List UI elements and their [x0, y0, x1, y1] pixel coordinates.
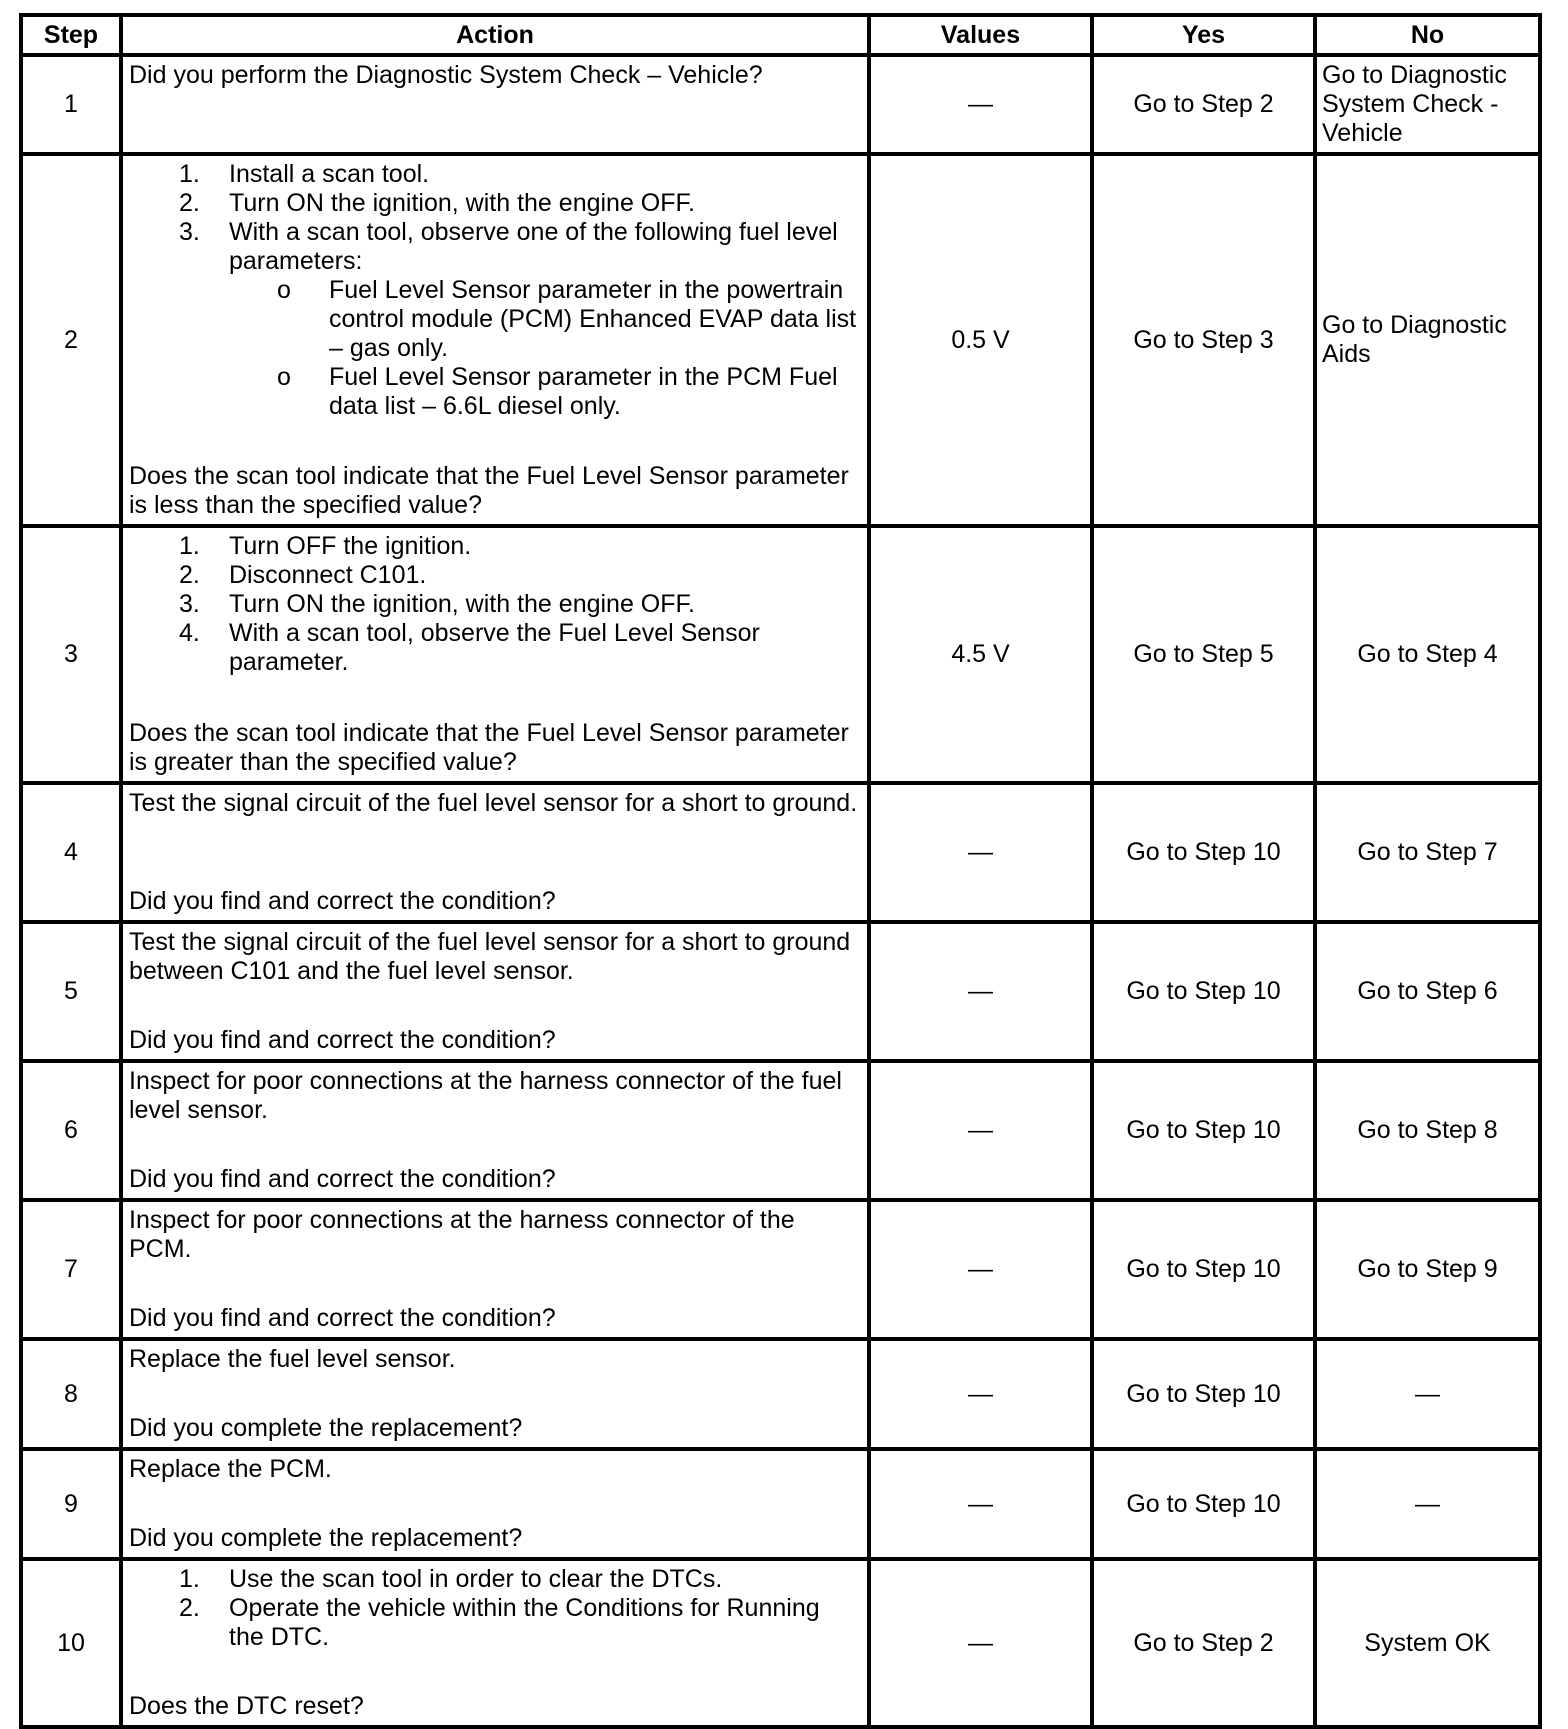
action-question: Did you find and correct the condition?	[129, 1165, 556, 1193]
no-cell: —	[1315, 1449, 1540, 1559]
value-cell: —	[869, 783, 1092, 922]
step-number: 10	[21, 1559, 121, 1727]
yes-cell: Go to Step 10	[1092, 1339, 1315, 1449]
action-instruction: Replace the PCM.	[129, 1455, 332, 1483]
value-cell: —	[869, 55, 1092, 154]
step-number: 7	[21, 1200, 121, 1339]
header-yes: Yes	[1092, 15, 1315, 55]
action-question: Did you complete the replacement?	[129, 1414, 523, 1442]
yes-cell: Go to Step 5	[1092, 526, 1315, 783]
step-number: 3	[21, 526, 121, 783]
step-number: 9	[21, 1449, 121, 1559]
no-cell: Go to Step 8	[1315, 1061, 1540, 1200]
table-row-step-9	[21, 1449, 1540, 1559]
action-instruction: Test the signal circuit of the fuel level sensor for a short to ground between C101 and the fuel level sensor.	[129, 928, 851, 985]
action-question: Does the DTC reset?	[129, 1692, 364, 1720]
yes-cell: Go to Step 10	[1092, 783, 1315, 922]
step-number: 8	[21, 1339, 121, 1449]
action-cell	[121, 783, 869, 922]
yes-cell: Go to Step 2	[1092, 55, 1315, 154]
action-instruction: Inspect for poor connections at the harness connector of the fuel level sensor.	[129, 1067, 842, 1124]
no-cell: Go to Step 4	[1315, 526, 1540, 783]
value-cell: 4.5 V	[869, 526, 1092, 783]
header-step: Step	[21, 15, 121, 55]
action-cell	[121, 55, 869, 154]
yes-cell: Go to Step 10	[1092, 1449, 1315, 1559]
no-cell: Go to Step 7	[1315, 783, 1540, 922]
list-item: 1. Use the scan tool in order to clear the DTCs.	[179, 1565, 723, 1593]
sub-list-item: o Fuel Level Sensor parameter in the powertrain control module (PCM) Enhanced EVAP data list – gas only.	[277, 276, 857, 362]
no-cell: Go to Diagnostic System Check - Vehicle	[1315, 55, 1540, 154]
action-question: Did you find and correct the condition?	[129, 1304, 556, 1332]
action-cell	[121, 1449, 869, 1559]
step-number: 5	[21, 922, 121, 1061]
list-item: 2. Turn ON the ignition, with the engine OFF.	[179, 189, 695, 217]
table-row-step-8	[21, 1339, 1540, 1449]
action-cell	[121, 1339, 869, 1449]
header-no: No	[1315, 15, 1540, 55]
action-cell	[121, 526, 869, 783]
list-item: 1. Turn OFF the ignition.	[179, 532, 472, 560]
value-cell: —	[869, 1339, 1092, 1449]
action-question: Does the scan tool indicate that the Fuel Level Sensor parameter is less than the specified value?	[129, 462, 849, 519]
value-cell: 0.5 V	[869, 154, 1092, 526]
action-cell	[121, 1200, 869, 1339]
action-instruction: Replace the fuel level sensor.	[129, 1345, 456, 1373]
action-cell	[121, 1061, 869, 1200]
value-cell: —	[869, 1559, 1092, 1727]
list-item: 2. Operate the vehicle within the Conditions for Running the DTC.	[179, 1594, 820, 1651]
yes-cell: Go to Step 3	[1092, 154, 1315, 526]
table-row-step-4	[21, 783, 1540, 922]
table-row-step-7	[21, 1200, 1540, 1339]
diagnostic-table	[19, 13, 1542, 1729]
no-cell: Go to Step 6	[1315, 922, 1540, 1061]
table-row-step-6	[21, 1061, 1540, 1200]
action-steps-list	[129, 160, 861, 421]
step-number: 1	[21, 55, 121, 154]
value-cell: —	[869, 922, 1092, 1061]
action-question: Did you complete the replacement?	[129, 1524, 523, 1552]
list-item: 2. Disconnect C101.	[179, 561, 427, 589]
yes-cell: Go to Step 10	[1092, 1200, 1315, 1339]
no-cell: Go to Diagnostic Aids	[1315, 154, 1540, 526]
action-steps-list	[129, 532, 861, 677]
list-item: 3. Turn ON the ignition, with the engine OFF.	[179, 590, 695, 618]
action-question: Does the scan tool indicate that the Fuel Level Sensor parameter is greater than the specified value?	[129, 719, 849, 776]
table-row-step-10	[21, 1559, 1540, 1727]
list-item: 1. Install a scan tool.	[179, 160, 430, 188]
action-cell	[121, 1559, 869, 1727]
header-action: Action	[121, 15, 869, 55]
action-steps-list	[129, 1565, 861, 1652]
sub-list-item: o Fuel Level Sensor parameter in the PCM Fuel data list – 6.6L diesel only.	[277, 363, 838, 420]
step-number: 4	[21, 783, 121, 922]
table-row-step-2	[21, 154, 1540, 526]
step-number: 2	[21, 154, 121, 526]
action-cell	[121, 154, 869, 526]
action-cell	[121, 922, 869, 1061]
yes-cell: Go to Step 2	[1092, 1559, 1315, 1727]
yes-cell: Go to Step 10	[1092, 1061, 1315, 1200]
table-row-step-1	[21, 55, 1540, 154]
table-row-step-5	[21, 922, 1540, 1061]
yes-cell: Go to Step 10	[1092, 922, 1315, 1061]
no-cell: Go to Step 9	[1315, 1200, 1540, 1339]
value-cell: —	[869, 1449, 1092, 1559]
value-cell: —	[869, 1200, 1092, 1339]
sub-list	[229, 276, 861, 421]
action-instruction: Did you perform the Diagnostic System Check – Vehicle?	[129, 61, 763, 89]
value-cell: —	[869, 1061, 1092, 1200]
action-question: Did you find and correct the condition?	[129, 1026, 556, 1054]
no-cell: —	[1315, 1339, 1540, 1449]
list-item: 3. With a scan tool, observe one of the following fuel level parameters: o Fuel Level Sensor parameter in the powertrain control module (PCM) Enhanced EVAP data list – gas only. o Fuel Level Sensor parameter in the PCM Fuel data list – 6.6L diesel only.	[129, 218, 861, 421]
header-row	[21, 15, 1540, 55]
action-question: Did you find and correct the condition?	[129, 887, 556, 915]
table-row-step-3	[21, 526, 1540, 783]
header-values: Values	[869, 15, 1092, 55]
step-number: 6	[21, 1061, 121, 1200]
action-instruction: Test the signal circuit of the fuel level sensor for a short to ground.	[129, 789, 858, 817]
action-instruction: Inspect for poor connections at the harness connector of the PCM.	[129, 1206, 795, 1263]
no-cell: System OK	[1315, 1559, 1540, 1727]
list-item: 4. With a scan tool, observe the Fuel Level Sensor parameter.	[179, 619, 760, 676]
